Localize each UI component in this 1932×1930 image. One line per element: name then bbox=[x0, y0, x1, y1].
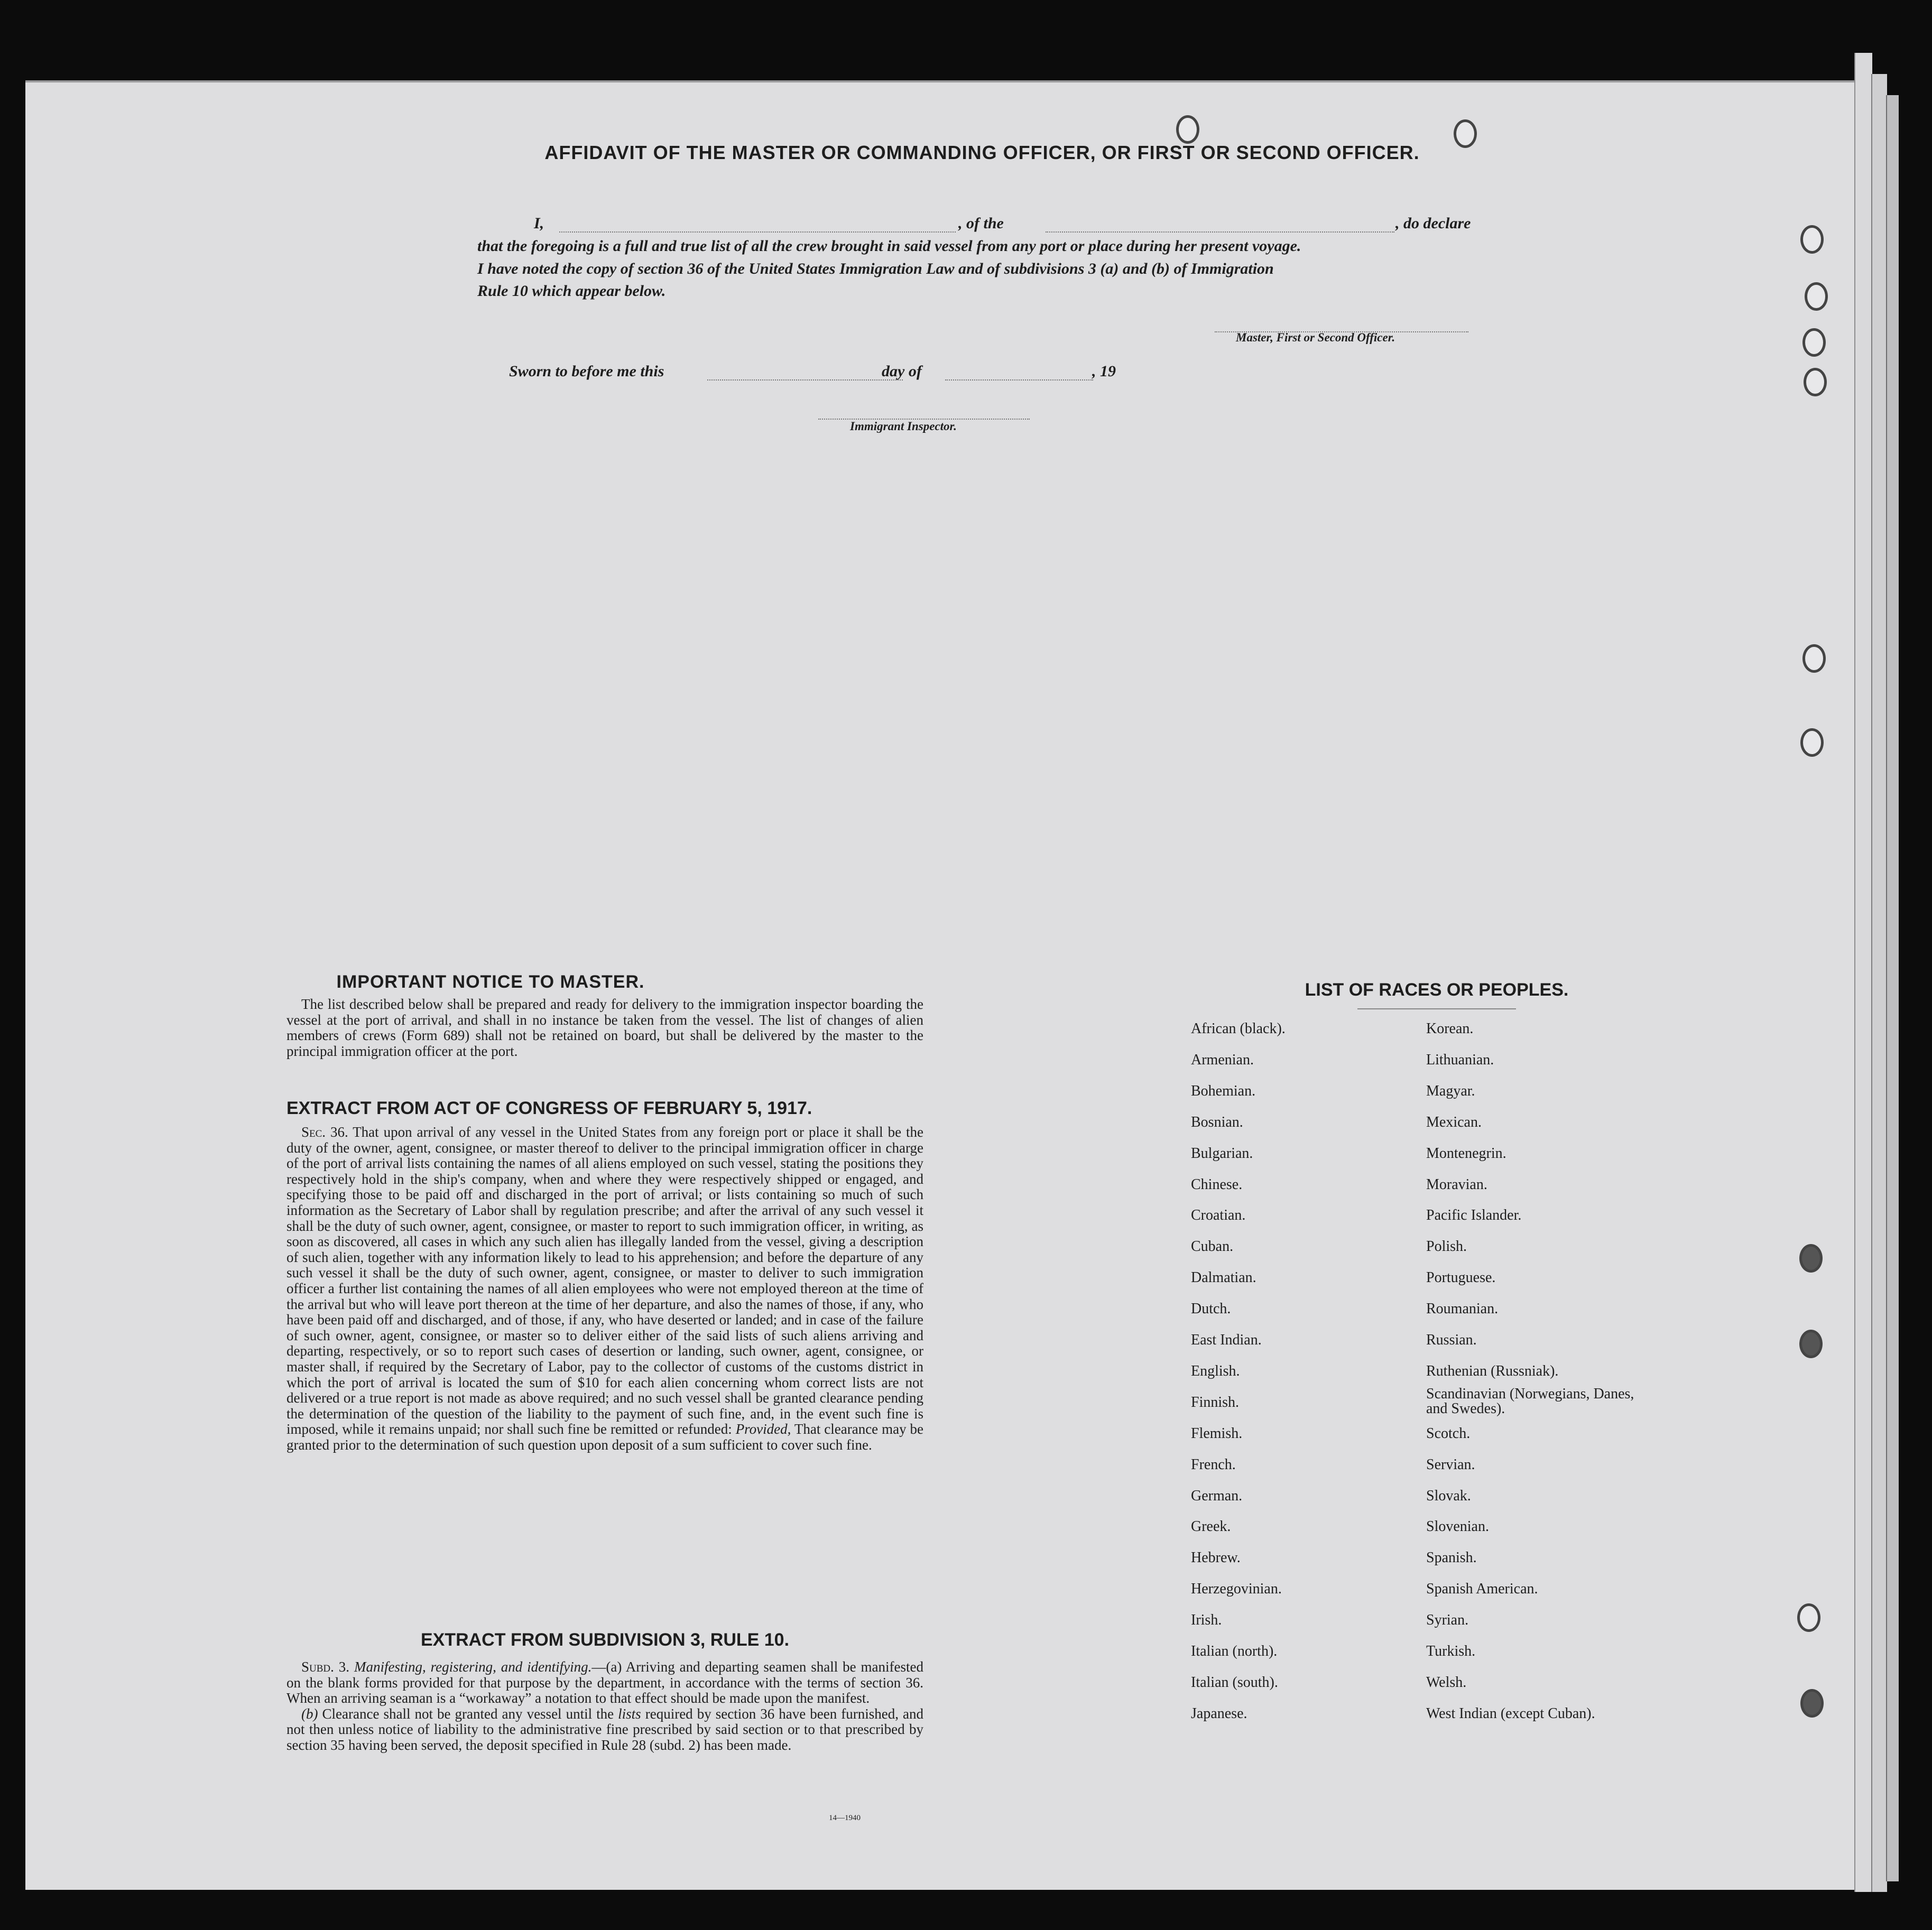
races-title: LIST OF RACES OR PEOPLES. bbox=[1305, 980, 1569, 1000]
para-a: —(a) Arriving and departing seamen shall be manifested on the blank forms provided for that purpose by the department, in accordance with the terms of section 36. When an arriving seaman is a “workaway” a notation to that effect should be made upon the manifest. bbox=[286, 1659, 923, 1706]
race-item: Bosnian. bbox=[1191, 1114, 1243, 1130]
form-number: 14—1940 bbox=[829, 1814, 861, 1822]
signature-blank[interactable] bbox=[1215, 318, 1468, 332]
vessel-blank[interactable] bbox=[1046, 217, 1394, 233]
races-title-rule bbox=[1357, 1008, 1516, 1009]
subdivision-b-paragraph bbox=[286, 1706, 923, 1753]
race-item: Mexican. bbox=[1426, 1114, 1482, 1130]
race-item: Ruthenian (Russniak). bbox=[1426, 1362, 1559, 1379]
race-item: Magyar. bbox=[1426, 1082, 1475, 1099]
race-item: Turkish. bbox=[1426, 1643, 1476, 1659]
extract-rule-title: EXTRACT FROM SUBDIVISION 3, RULE 10. bbox=[420, 1630, 790, 1650]
day-of-label: day of bbox=[882, 363, 922, 380]
punch-hole bbox=[1799, 1330, 1823, 1358]
punch-hole bbox=[1176, 115, 1199, 144]
punch-hole bbox=[1800, 1689, 1824, 1718]
race-item: Italian (north). bbox=[1191, 1643, 1278, 1659]
section-36-paragraph bbox=[286, 1125, 923, 1453]
race-item: Armenian. bbox=[1191, 1051, 1254, 1068]
punch-hole bbox=[1799, 1244, 1823, 1273]
para-b-2: required by section 36 have been furnished, and not then unless notice of liability to the administrative fine prescribed by said section or to that prescribed by section 35 having been served, the deposit specified in Rule 28 (subd. 2) has been made. bbox=[286, 1705, 924, 1753]
subd-label: Subd. 3. bbox=[301, 1659, 350, 1675]
subdivision-a-paragraph bbox=[286, 1659, 923, 1706]
day-blank[interactable] bbox=[707, 366, 903, 381]
race-item: Scotch. bbox=[1426, 1425, 1471, 1442]
punch-hole bbox=[1804, 368, 1827, 396]
page-edge bbox=[1854, 53, 1872, 1892]
inspector-label: Immigrant Inspector. bbox=[850, 420, 957, 433]
affidavit-line3: I have noted the copy of section 36 of the United States Immigration Law and of subdivisions 3 (a) and (b) of Immigration bbox=[477, 260, 1274, 277]
notice-title: IMPORTANT NOTICE TO MASTER. bbox=[336, 972, 645, 992]
race-item: Montenegrin. bbox=[1426, 1145, 1506, 1162]
race-item: Slovak. bbox=[1426, 1487, 1471, 1504]
race-item: French. bbox=[1191, 1456, 1236, 1473]
punch-hole bbox=[1797, 1603, 1820, 1632]
race-item: African (black). bbox=[1191, 1020, 1286, 1037]
race-item: Russian. bbox=[1426, 1332, 1477, 1348]
punch-hole bbox=[1800, 728, 1824, 757]
race-item: Scandinavian (Norwegians, Danes, and Swedes). bbox=[1426, 1385, 1634, 1417]
race-item: Flemish. bbox=[1191, 1425, 1243, 1442]
inspector-blank[interactable] bbox=[818, 406, 1030, 420]
race-item: Croatian. bbox=[1191, 1207, 1246, 1224]
extract-act-title: EXTRACT FROM ACT OF CONGRESS OF FEBRUARY 5, 1917. bbox=[286, 1098, 812, 1118]
race-item: Portuguese. bbox=[1426, 1269, 1496, 1286]
race-item: Spanish American. bbox=[1426, 1581, 1538, 1598]
race-item: Korean. bbox=[1426, 1020, 1474, 1037]
affidavit-title: AFFIDAVIT OF THE MASTER OR COMMANDING OFFICER, OR FIRST OR SECOND OFFICER. bbox=[544, 142, 1420, 163]
race-item: Roumanian. bbox=[1426, 1301, 1499, 1317]
para-b-lists: lists bbox=[618, 1705, 641, 1722]
race-item: East Indian. bbox=[1191, 1332, 1262, 1348]
race-item: German. bbox=[1191, 1487, 1243, 1504]
section-text-end: That clearance may be granted prior to the determination of such question upon deposit of a sum sufficient to cover such fine. bbox=[286, 1421, 924, 1453]
page-edge bbox=[1871, 74, 1887, 1892]
race-item: Pacific Islander. bbox=[1426, 1207, 1522, 1224]
race-item: Welsh. bbox=[1426, 1674, 1467, 1691]
document-page bbox=[25, 80, 1854, 1890]
race-item: Polish. bbox=[1426, 1238, 1467, 1255]
punch-hole bbox=[1802, 644, 1826, 673]
race-item: Dalmatian. bbox=[1191, 1269, 1256, 1286]
race-item: Italian (south). bbox=[1191, 1674, 1278, 1691]
punch-hole bbox=[1800, 225, 1824, 254]
race-item: Syrian. bbox=[1426, 1612, 1469, 1629]
race-item: Moravian. bbox=[1426, 1176, 1487, 1193]
race-item: Bulgarian. bbox=[1191, 1145, 1253, 1162]
race-item: Herzegovinian. bbox=[1191, 1581, 1282, 1598]
signature-label: Master, First or Second Officer. bbox=[1236, 331, 1395, 344]
provided-word: Provided, bbox=[735, 1421, 791, 1437]
race-item: English. bbox=[1191, 1362, 1240, 1379]
subd-heading: Manifesting, registering, and identifying. bbox=[354, 1659, 592, 1675]
race-item: Dutch. bbox=[1191, 1301, 1231, 1317]
extract-rule-text bbox=[286, 1659, 923, 1753]
races-left-column bbox=[1191, 1020, 1413, 1813]
year-label: , 19 bbox=[1092, 363, 1116, 380]
punch-hole bbox=[1802, 328, 1826, 357]
page-edge bbox=[1886, 95, 1899, 1881]
section-label: Sec. 36. bbox=[301, 1124, 348, 1140]
para-b-label: (b) bbox=[301, 1705, 318, 1722]
race-item: Irish. bbox=[1191, 1612, 1222, 1629]
sworn-label: Sworn to before me this bbox=[509, 363, 664, 380]
race-item: West Indian (except Cuban). bbox=[1426, 1705, 1595, 1722]
extract-act-text bbox=[286, 1125, 923, 1453]
para-b-1: Clearance shall not be granted any vessel until the bbox=[322, 1705, 614, 1722]
month-blank[interactable] bbox=[945, 366, 1093, 381]
punch-hole bbox=[1805, 282, 1828, 311]
race-item: Greek. bbox=[1191, 1518, 1231, 1535]
race-item: Japanese. bbox=[1191, 1705, 1247, 1722]
race-item: Lithuanian. bbox=[1426, 1051, 1494, 1068]
race-item: Hebrew. bbox=[1191, 1549, 1241, 1566]
race-item: Bohemian. bbox=[1191, 1082, 1256, 1099]
race-item: Finnish. bbox=[1191, 1394, 1240, 1411]
section-text: That upon arrival of any vessel in the United States from any foreign port or place it shall be the duty of the owner, agent, consignee, or master thereof to deliver to the principal immigration officer in charge of the port of arrival lists containing the names of all aliens employed on such vessel, stating the positions they respectively hold in the ship's company, when and where they were respectively shipped or engaged, and specifying those to be paid off and discharged in the port of arrival; or lists containing so much of such information as the Secretary of Labor shall by regulation prescribe; and after the arrival of any such vessel it shall be the duty of such owner, agent, consignee, or master to report to such immigration officer, in writing, as soon as discovered, all cases in which any such alien has illegally landed from the vessel, giving a description of such alien, together with any information likely to lead to his apprehension; and before the departure of any such vessel it shall be the duty of such owner, agent, consignee, or master to deliver to such immigration officer a further list containing the names of all alien employees who were not employed thereon at the time of the arrival but who will leave port thereon at the time of her departure, and also the names of those, if any, who have been paid off and discharged, and of those, if any, who have deserted or landed; and in case of the failure of such owner, agent, consignee, or master so to deliver either of the said lists of such aliens arriving and departing, respectively, or so to report such cases of desertion or landing, such owner, agent, consignee, or master shall, if required by the Secretary of Labor, pay to the collector of customs of the customs district in which the port of arrival is located the sum of $10 for each alien concerning whom correct lists are not delivered or a true report is not made as above required; and no such vessel shall be granted clearance pending the determination of the question of the liability to the payment of such fine, and, in the event such fine is imposed, while it remains unpaid; nor shall such fine be remitted or refunded: bbox=[286, 1124, 924, 1437]
name-blank[interactable] bbox=[559, 217, 956, 233]
notice-text bbox=[286, 997, 923, 1059]
race-item: Slovenian. bbox=[1426, 1518, 1489, 1535]
affidavit-line1-of-the: , of the bbox=[958, 215, 1004, 232]
affidavit-line1-i: I, bbox=[534, 215, 544, 232]
races-right-column bbox=[1426, 1020, 1690, 1813]
race-item: Spanish. bbox=[1426, 1549, 1477, 1566]
race-item: Cuban. bbox=[1191, 1238, 1234, 1255]
race-item: Chinese. bbox=[1191, 1176, 1243, 1193]
affidavit-line1-declare: , do declare bbox=[1395, 215, 1471, 232]
affidavit-line2: that the foregoing is a full and true list of all the crew brought in said vessel from any port or place during her present voyage. bbox=[477, 237, 1301, 255]
race-item: Servian. bbox=[1426, 1456, 1475, 1473]
notice-paragraph: The list described below shall be prepared and ready for delivery to the immigration inspector boarding the vessel at the port of arrival, and shall in no instance be taken from the vessel. The list of changes of alien members of crews (Form 689) shall not be retained on board, but shall be delivered by the master to the principal immigration officer at the port. bbox=[286, 996, 923, 1059]
affidavit-line4: Rule 10 which appear below. bbox=[477, 282, 666, 300]
